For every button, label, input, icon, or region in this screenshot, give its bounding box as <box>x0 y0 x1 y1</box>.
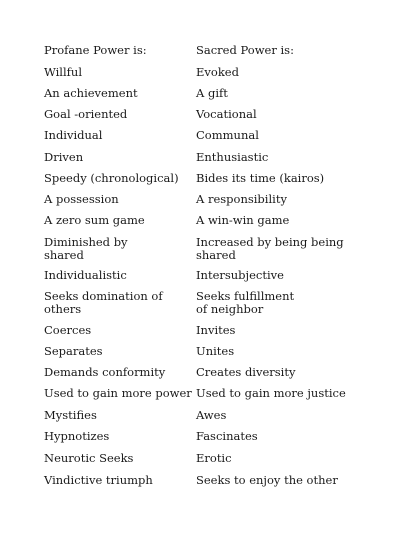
profane-item: Seeks domination of others <box>44 289 163 316</box>
sacred-item: Bides its time (kairos) <box>196 171 325 185</box>
sacred-item: Unites <box>196 344 235 358</box>
profane-item: Separates <box>44 344 103 358</box>
profane-item: Speedy (chronological) <box>44 171 179 185</box>
profane-item: Vindictive triumph <box>44 473 153 487</box>
sacred-item: Invites <box>196 323 236 337</box>
profane-item: Individualistic <box>44 268 127 282</box>
sacred-item: Evoked <box>196 65 239 79</box>
profane-item: Diminished by shared <box>44 235 128 262</box>
profane-item: Goal -oriented <box>44 107 128 121</box>
sacred-power-heading: Sacred Power is: <box>196 43 294 57</box>
sacred-item: A responsibility <box>196 192 287 206</box>
profane-item: Coerces <box>44 323 92 337</box>
sacred-item: Awes <box>196 408 227 422</box>
sacred-item: Creates diversity <box>196 365 296 379</box>
profane-item: Driven <box>44 150 84 164</box>
profane-item: Demands conformity <box>44 365 166 379</box>
sacred-item: Vocational <box>196 107 257 121</box>
profane-item: Hypnotizes <box>44 429 110 443</box>
profane-item: A possession <box>44 192 119 206</box>
sacred-item: Fascinates <box>196 429 258 443</box>
sacred-item: Communal <box>196 128 259 142</box>
sacred-item: Increased by being being shared <box>196 235 344 262</box>
sacred-item: Enthusiastic <box>196 150 269 164</box>
profane-item: A zero sum game <box>44 213 145 227</box>
sacred-item: Erotic <box>196 451 232 465</box>
profane-item: Neurotic Seeks <box>44 451 134 465</box>
sacred-item: A gift <box>196 86 228 100</box>
profane-item: Willful <box>44 65 82 79</box>
profane-power-heading: Profane Power is: <box>44 43 147 57</box>
profane-item: An achievement <box>44 86 138 100</box>
sacred-item: Intersubjective <box>196 268 284 282</box>
sacred-item: Seeks to enjoy the other <box>196 473 338 487</box>
sacred-item: A win-win game <box>196 213 290 227</box>
sacred-item: Used to gain more justice <box>196 386 346 400</box>
profane-item: Used to gain more power <box>44 386 192 400</box>
profane-item: Mystifies <box>44 408 97 422</box>
profane-item: Individual <box>44 128 103 142</box>
sacred-item: Seeks fulfillment of neighbor <box>196 289 295 316</box>
